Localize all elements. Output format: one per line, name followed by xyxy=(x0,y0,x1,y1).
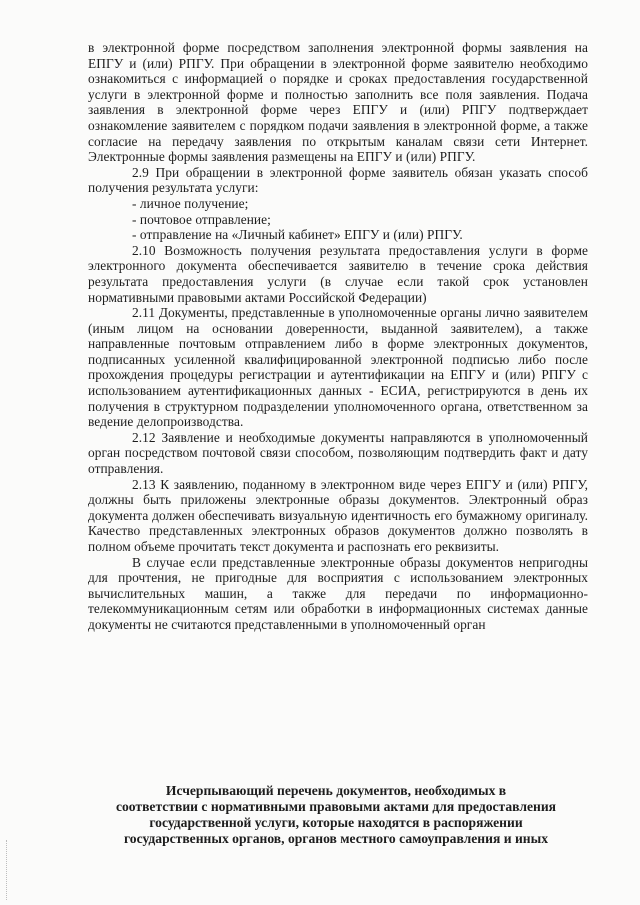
heading-line: государственных органов, органов местного самоуправления и иных xyxy=(123,831,549,846)
paragraph-2-11: 2.11 Документы, представленные в уполномоченные органы лично заявителем (иным лицом на основании доверенности, выданной заявителем), а также направленные почтовым отправлением либо в форме электронных документов, подписанных усиленной квалифицированной электронной подписью либо после прохождения процедуры регистрации и аутентификации на ЕПГУ и (или) РПГУ с использованием аутентификационных данных - ЕСИА, регистрируются в день их получения в структурном подразделении уполномоченного органа, ответственном за ведение делопроизводства. xyxy=(88,305,588,430)
paragraph-2-10: 2.10 Возможность получения результата предоставления услуги в форме электронного документа обеспечивается заявителю в течение срока действия результата предоставления услуги (в случае если такой срок установлен нормативными правовыми актами Российской Федерации) xyxy=(88,242,588,305)
heading-line: государственной услуги, которые находятся в распоряжении xyxy=(149,815,523,830)
body-text xyxy=(88,40,588,633)
paragraph-intro-continuation: в электронной форме посредством заполнения электронной формы заявления на ЕПГУ и (или) РПГУ. При обращении в электронной форме заявителю необходимо ознакомиться с информацией о порядке и сроках предоставления государственной услуги в электронной форме и полностью заполнить все поля заявления. Подача заявления в электронной форме через ЕПГУ и (или) РПГУ подтверждает ознакомление заявителем с порядком подачи заявления в электронной форме, а также согласие на передачу заявления по открытым каналам связи сети Интернет. Электронные формы заявления размещены на ЕПГУ и (или) РПГУ. xyxy=(88,40,588,165)
scan-edge-mark xyxy=(6,840,9,900)
list-item-personal: - личное получение; xyxy=(132,195,249,211)
heading-line: Исчерпывающий перечень документов, необходимых в xyxy=(165,783,507,798)
paragraph-2-13: 2.13 К заявлению, поданному в электронном виде через ЕПГУ и (или) РПГУ, должны быть приложены электронные образы документов. Электронный образ документа должен обеспечивать визуальную идентичность его бумажному оригиналу. Качество представленных электронных образов документов должно позволять в полном объеме прочитать текст документа и распознать его реквизиты. xyxy=(88,476,588,554)
paragraph-unreadable-images: В случае если представленные электронные образы документов непригодны для прочтения, не пригодные для восприятия с использованием электронных вычислительных машин, а также для передачи по информационно-телекоммуникационным сетям или обработки в информационных системах данные документы не считаются представленными в уполномоченный орган xyxy=(88,554,588,632)
list-item-post: - почтовое отправление; xyxy=(132,211,271,227)
heading-line: соответствии с нормативными правовыми актами для предоставления xyxy=(115,799,557,814)
section-heading xyxy=(96,783,576,847)
list-item-cabinet: - отправление на «Личный кабинет» ЕПГУ и (или) РПГУ. xyxy=(132,227,463,243)
paragraph-2-9: 2.9 При обращении в электронной форме заявитель обязан указать способ получения результата услуги: xyxy=(88,164,588,196)
paragraph-2-12: 2.12 Заявление и необходимые документы направляются в уполномоченный орган посредством почтовой связи способом, позволяющим подтвердить факт и дату отправления. xyxy=(88,429,588,477)
